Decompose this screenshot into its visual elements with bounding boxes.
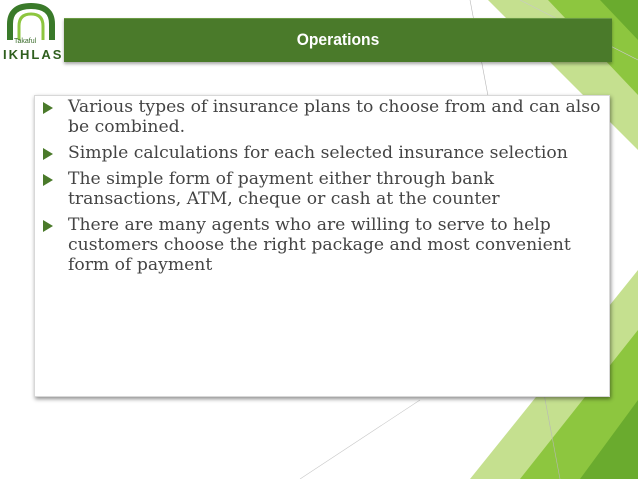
bullet-text: Simple calculations for each selected insurance selection — [68, 143, 568, 163]
bullet-text: Various types of insurance plans to choose from and can also be combined. — [68, 97, 601, 137]
bullet-item — [43, 169, 603, 209]
arrow-bullet-icon — [43, 148, 53, 160]
bullet-list — [43, 97, 603, 281]
bullet-item — [43, 97, 603, 137]
arrow-bullet-icon — [43, 220, 53, 232]
arrow-bullet-icon — [43, 174, 53, 186]
bullet-text: The simple form of payment either through bank transactions, ATM, cheque or cash at the counter — [68, 169, 500, 209]
bullet-text: There are many agents who are willing to serve to help customers choose the right package and most convenient form of payment — [68, 215, 571, 275]
bullet-item — [43, 143, 603, 163]
slide-title: Operations — [296, 30, 380, 49]
arrow-bullet-icon — [43, 102, 53, 114]
logo-takaful-text: Takaful — [14, 38, 37, 45]
slide-title-bar — [64, 18, 612, 62]
content-box — [34, 95, 610, 397]
bullet-item — [43, 215, 603, 275]
logo-arch-icon — [2, 2, 60, 42]
logo-brand-text: IKHLAS — [3, 47, 64, 62]
